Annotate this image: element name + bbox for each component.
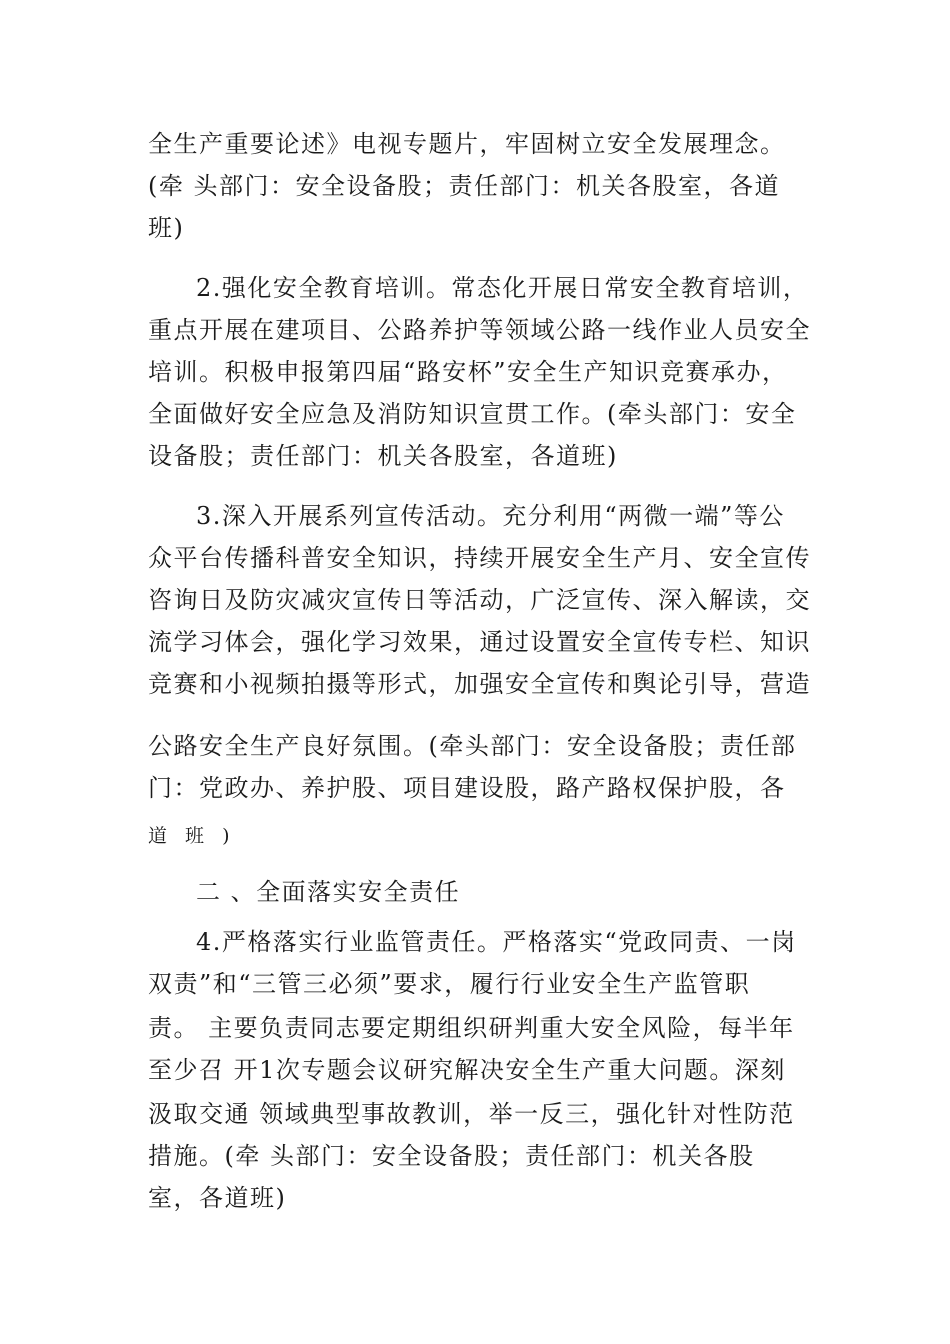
text-line: 室，各道班) [148,1184,287,1212]
text-line: 全面做好安全应急及消防知识宣贯工作。(牵头部门：安全 [148,400,797,428]
text-line: 培训。积极申报第四届“路安杯”安全生产知识竞赛承办， [148,358,788,386]
paragraph-3-start: 3.深入开展系列宣传活动。充分利用“两微一端”等公 [196,502,785,530]
text-line: 咨询日及防灾减灾宣传日等活动，广泛宣传、深入解读，交 [148,586,811,614]
text-line: 公路安全生产良好氛围。(牵头部门：安全设备股；责任部 [148,732,797,760]
paragraph-4-start: 4.严格落实行业监管责任。严格落实“党政同责、一岗 [196,928,797,956]
text-line: 道 班 ) [148,825,236,847]
text-line: (牵 头部门：安全设备股；责任部门：机关各股室，各道 [148,172,780,200]
text-line: 重点开展在建项目、公路养护等领域公路一线作业人员安全 [148,316,811,344]
text-line: 措施。(牵 头部门：安全设备股；责任部门：机关各股 [148,1142,755,1170]
text-line: 责。 主要负责同志要定期组织研判重大安全风险，每半年 [148,1014,795,1042]
text-line: 设备股；责任部门：机关各股室，各道班) [148,442,618,470]
text-line: 汲取交通 领域典型事故教训，举一反三，强化针对性防范 [148,1100,795,1128]
text-line: 流学习体会，强化学习效果，通过设置安全宣传专栏、知识 [148,628,811,656]
text-line: 门：党政办、养护股、项目建设股，路产路权保护股，各 [148,774,786,802]
text-line: 众平台传播科普安全知识，持续开展安全生产月、安全宣传 [148,544,811,572]
text-line: 至少召 开1次专题会议研究解决安全生产重大问题。深刻 [148,1056,786,1084]
paragraph-2-start: 2.强化安全教育培训。常态化开展日常安全教育培训， [196,274,809,302]
text-line: 竞赛和小视频拍摄等形式，加强安全宣传和舆论引导，营造 [148,670,811,698]
text-line: 双责”和“三管三必须”要求，履行行业安全生产监管职 [148,970,751,998]
text-line: 班) [148,214,185,242]
text-line: 全生产重要论述》电视专题片，牢固树立安全发展理念。 [148,130,786,158]
section-heading: 二 、全面落实安全责任 [196,878,461,906]
